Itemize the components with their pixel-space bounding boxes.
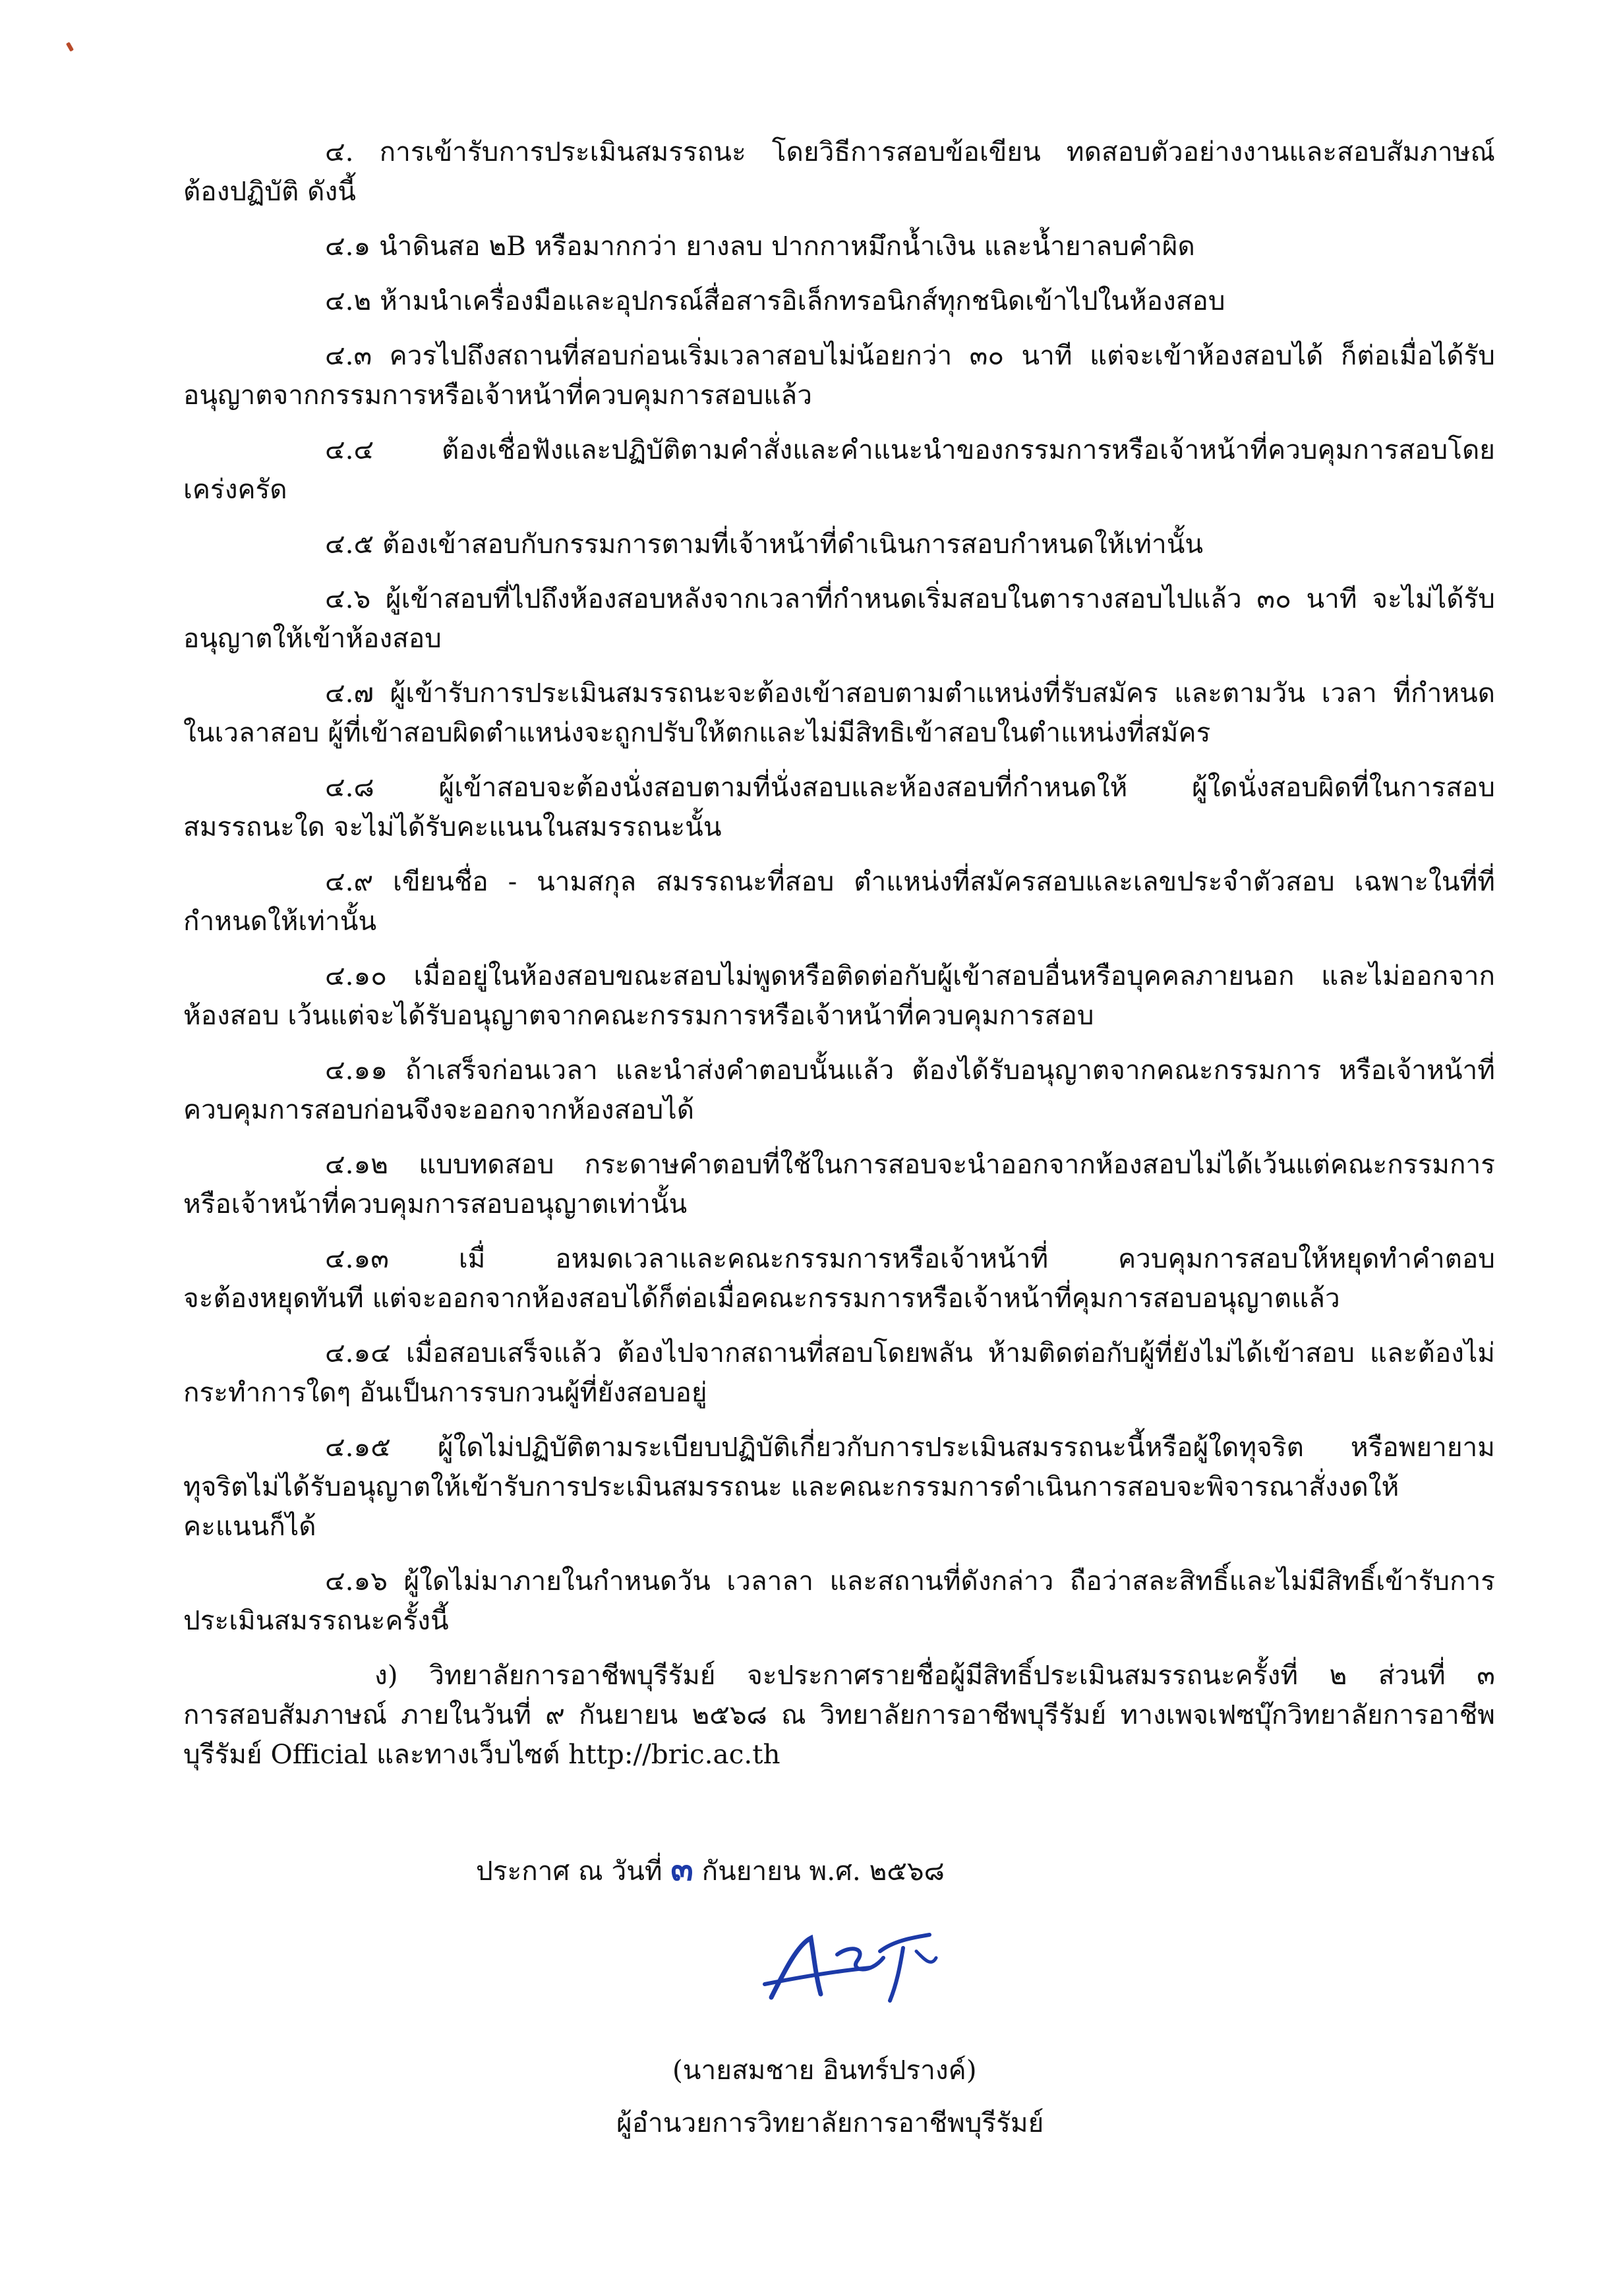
- item-4-14-line2: กระทำการใดๆ อันเป็นการรบกวนผู้ที่ยังสอบอยู่: [183, 1376, 707, 1408]
- announcement-prefix: ประกาศ ณ วันที่: [476, 1855, 662, 1887]
- item-4-7-line1: ๔.๗ ผู้เข้ารับการประเมินสมรรถนะจะต้องเข้าสอบตามตำแหน่งที่รับสมัคร และตามวัน เวลา ที่กำหนด: [325, 677, 1495, 709]
- item-4-12-line1: ๔.๑๒ แบบทดสอบ กระดาษคำตอบที่ใช้ในการสอบจะนำออกจากห้องสอบไม่ได้เว้นแต่คณะกรรมการ: [325, 1148, 1495, 1180]
- item-4-9-line2: กำหนดให้เท่านั้น: [183, 905, 377, 937]
- item-4-1: ๔.๑ นำดินสอ ๒B หรือมากกว่า ยางลบ ปากกาหมึกน้ำเงิน และน้ำยาลบคำผิด: [325, 230, 1195, 262]
- item-4-11-line2: ควบคุมการสอบก่อนจึงจะออกจากห้องสอบได้: [183, 1094, 694, 1125]
- item-4-15-line3: คะแนนก็ได้: [183, 1510, 316, 1542]
- item-4-16-line1: ๔.๑๖ ผู้ใดไม่มาภายในกำหนดวัน เวลาลา และสถานที่ดังกล่าว ถือว่าสละสิทธิ์และไม่มีสิทธิ์เข้ารับการ: [325, 1565, 1495, 1597]
- item-4-2: ๔.๒ ห้ามนำเครื่องมือและอุปกรณ์สื่อสารอิเล็กทรอนิกส์ทุกชนิดเข้าไปในห้องสอบ: [325, 285, 1225, 316]
- item-4-10-line1: ๔.๑๐ เมื่ออยู่ในห้องสอบขณะสอบไม่พูดหรือติดต่อกับผู้เข้าสอบอื่นหรือบุคคลภายนอก และไม่ออกจาก: [325, 960, 1495, 991]
- item-4-6-line2: อนุญาตให้เข้าห้องสอบ: [183, 622, 442, 654]
- item-4-4-line1: ๔.๔ ต้องเชื่อฟังและปฏิบัติตามคำสั่งและคำแนะนำของกรรมการหรือเจ้าหน้าที่ควบคุมการสอบโดย: [325, 434, 1495, 465]
- section-d-line1: ง) วิทยาลัยการอาชีพบุรีรัมย์ จะประกาศรายชื่อผู้มีสิทธิ์ประเมินสมรรถนะครั้งที่ ๒ ส่วนที่ ๓: [374, 1659, 1495, 1691]
- item-4-7-line2: ในเวลาสอบ ผู้ที่เข้าสอบผิดตำแหน่งจะถูกปรับให้ตกและไม่มีสิทธิเข้าสอบในตำแหน่งที่สมัคร: [183, 717, 1211, 748]
- corner-mark: [66, 42, 74, 51]
- item-4-10-line2: ห้องสอบ เว้นแต่จะได้รับอนุญาตจากคณะกรรมการหรือเจ้าหน้าที่ควบคุมการสอบ: [183, 999, 1094, 1031]
- item-4-14-line1: ๔.๑๔ เมื่อสอบเสร็จแล้ว ต้องไปจากสถานที่สอบโดยพลัน ห้ามติดต่อกับผู้ที่ยังไม่ได้เข้าสอบ และต้องไม่: [325, 1337, 1495, 1369]
- section4-intro-line2: ต้องปฏิบัติ ดังนี้: [183, 175, 356, 207]
- item-4-16-line2: ประเมินสมรรถนะครั้งนี้: [183, 1604, 449, 1636]
- item-4-3-line2: อนุญาตจากกรรมการหรือเจ้าหน้าที่ควบคุมการสอบแล้ว: [183, 379, 812, 411]
- item-4-13-line2: จะต้องหยุดทันที แต่จะออกจากห้องสอบได้ก็ต่อเมื่อคณะกรรมการหรือเจ้าหน้าที่คุมการสอบอนุญาตแล้ว: [183, 1282, 1340, 1314]
- section4-intro-line1: ๔. การเข้ารับการประเมินสมรรถนะ โดยวิธีการสอบข้อเขียน ทดสอบตัวอย่างงานและสอบสัมภาษณ์: [325, 136, 1495, 167]
- item-4-3-line1: ๔.๓ ควรไปถึงสถานที่สอบก่อนเริ่มเวลาสอบไม่น้อยกว่า ๓๐ นาที แต่จะเข้าห้องสอบได้ ก็ต่อเมื่อได้รับ: [325, 339, 1495, 371]
- announcement-suffix: กันยายน พ.ศ. ๒๕๖๘: [701, 1855, 945, 1887]
- director-signature: [758, 1931, 969, 2011]
- item-4-12-line2: หรือเจ้าหน้าที่ควบคุมการสอบอนุญาตเท่านั้น: [183, 1188, 688, 1220]
- item-4-15-line1: ๔.๑๕ ผู้ใดไม่ปฏิบัติตามระเบียบปฏิบัติเกี่ยวกับการประเมินสมรรถนะนี้หรือผู้ใดทุจริต หรือพยายาม: [325, 1431, 1495, 1463]
- item-4-8-line1: ๔.๘ ผู้เข้าสอบจะต้องนั่งสอบตามที่นั่งสอบและห้องสอบที่กำหนดให้ ผู้ใดนั่งสอบผิดที่ในการสอบ: [325, 771, 1495, 803]
- item-4-13-line1: ๔.๑๓ เมื่ อหมดเวลาและคณะกรรมการหรือเจ้าหน้าที่ ควบคุมการสอบให้หยุดทำคำตอบ: [325, 1243, 1495, 1274]
- item-4-15-line2: ทุจริตไม่ได้รับอนุญาตให้เข้ารับการประเมินสมรรถนะ และคณะกรรมการดำเนินการสอบจะพิจารณาสั่งงดให้: [183, 1471, 1399, 1502]
- section-d-line2: การสอบสัมภาษณ์ ภายในวันที่ ๙ กันยายน ๒๕๖๘ ณ วิทยาลัยการอาชีพบุรีรัมย์ ทางเพจเฟซบุ๊กวิทยาลัยการอาชีพ: [183, 1699, 1495, 1730]
- item-4-6-line1: ๔.๖ ผู้เข้าสอบที่ไปถึงห้องสอบหลังจากเวลาที่กำหนดเริ่มสอบในตารางสอบไปแล้ว ๓๐ นาที จะไม่ได้รับ: [325, 583, 1495, 614]
- item-4-8-line2: สมรรถนะใด จะไม่ได้รับคะแนนในสมรรถนะนั้น: [183, 811, 722, 842]
- item-4-11-line1: ๔.๑๑ ถ้าเสร็จก่อนเวลา และนำส่งคำตอบนั้นแล้ว ต้องได้รับอนุญาตจากคณะกรรมการ หรือเจ้าหน้าที่: [325, 1054, 1495, 1086]
- item-4-4-line2: เคร่งครัด: [183, 473, 287, 505]
- item-4-5: ๔.๕ ต้องเข้าสอบกับกรรมการตามที่เจ้าหน้าที่ดำเนินการสอบกำหนดให้เท่านั้น: [325, 528, 1204, 560]
- announcement-date: [476, 1849, 945, 1891]
- signatory-name: (นายสมชาย อินทร์ปรางค์): [672, 2054, 977, 2086]
- section-d-line3: บุรีรัมย์ Official และทางเว็บไซต์ http://bric.ac.th: [183, 1738, 780, 1770]
- announcement-day: ๓: [670, 1849, 693, 1888]
- signatory-title: ผู้อำนวยการวิทยาลัยการอาชีพบุรีรัมย์: [616, 2107, 1044, 2138]
- item-4-9-line1: ๔.๙ เขียนชื่อ - นามสกุล สมรรถนะที่สอบ ตำแหน่งที่สมัครสอบและเลขประจำตัวสอบ เฉพาะในที่ที่: [325, 866, 1495, 897]
